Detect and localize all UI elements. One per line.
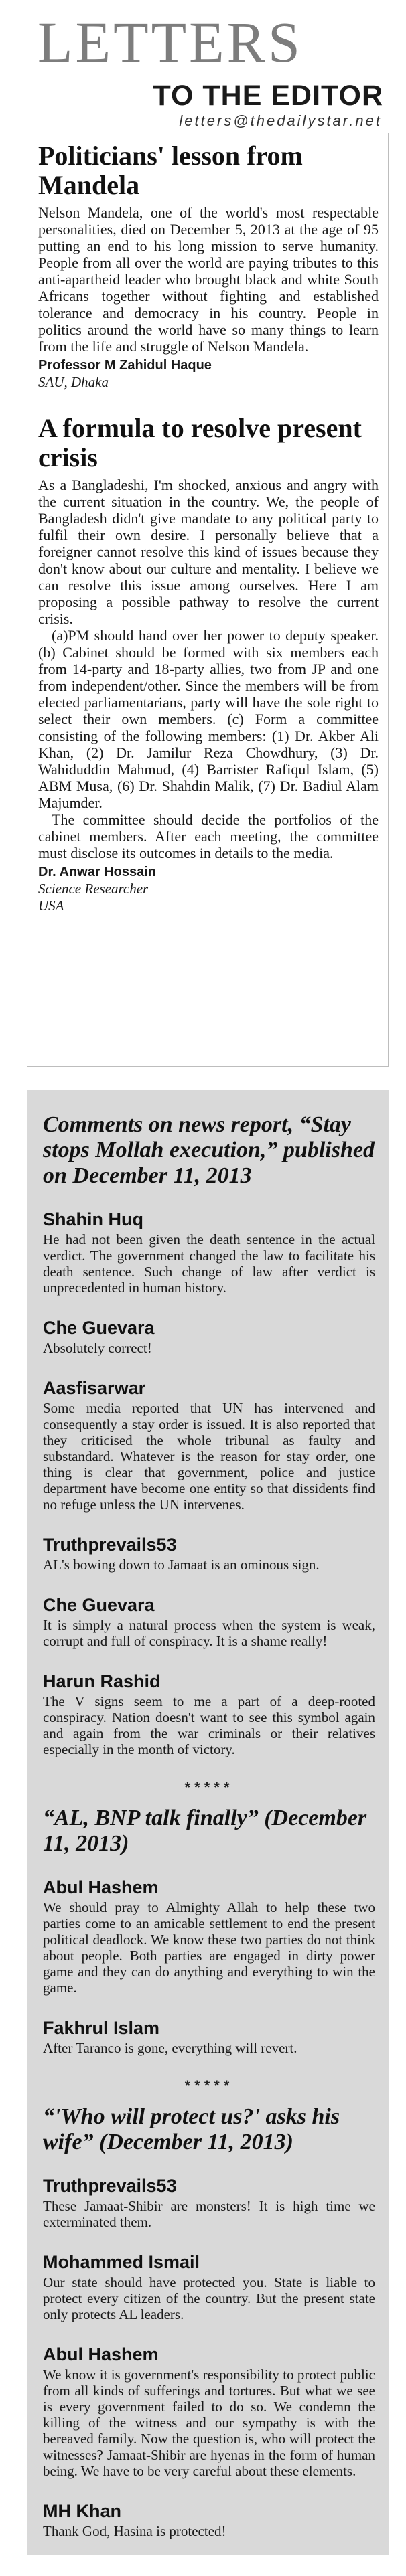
letter-author-meta: Science Researcher <box>38 881 149 897</box>
comment <box>43 1594 375 1649</box>
letter-author: Dr. Anwar Hossain <box>38 865 156 879</box>
comment-author: Fakhrul Islam <box>43 2018 160 2038</box>
comment-text: It is simply a natural process when the system is weak, corrupt and full of conspiracy. It is a shame really! <box>43 1617 375 1649</box>
comment-section-heading: Comments on news report, “Stay stops Mollah execution,” published on December 11, 2013 <box>43 1112 375 1188</box>
comment-text: After Taranco is gone, everything will revert. <box>43 2040 297 2056</box>
letter-paragraph: Nelson Mandela, one of the world's most respectable personalities, died on December 5, 2013 at the age of 95 putting an end to his long mission to serve humanity. People from all over the world are paying tributes to this anti-apartheid leader who brought black and white South Africans together without fighting and established tolerance and democracy in his country. People in politics around the world have so many things to learn from the life and struggle of Nelson Mandela. <box>38 204 379 355</box>
comment-author: Truthprevails53 <box>43 1535 177 1555</box>
comment-text: Our state should have protected you. State is liable to protect every citizen of the country. But the present state only protects AL leaders. <box>43 2274 375 2322</box>
letter-author-meta: SAU, Dhaka <box>38 374 109 390</box>
letter-author: Professor M Zahidul Haque <box>38 358 212 373</box>
section-divider: ***** <box>184 2077 234 2094</box>
comment-text: Thank God, Hasina is protected! <box>43 2523 226 2539</box>
letter <box>38 414 379 914</box>
masthead-email: letters@thedailystar.net <box>179 112 382 129</box>
comment-text: AL's bowing down to Jamaat is an ominous sign. <box>43 1557 320 1573</box>
letter-headline: A formula to resolve present crisis <box>38 413 362 473</box>
comment-author: Abul Hashem <box>43 2344 159 2365</box>
comment-author: Che Guevara <box>43 1595 155 1615</box>
comment-author: Che Guevara <box>43 1318 155 1338</box>
comment-text: The V signs seem to me a part of a deep-rooted conspiracy. Nation doesn't want to see this symbol again and again from the war criminals or their relatives especially in the month of victory. <box>43 1693 375 1757</box>
comment <box>43 1209 375 1296</box>
comment-author: MH Khan <box>43 2501 121 2521</box>
comments-panel <box>27 1090 389 2555</box>
section-divider: ***** <box>184 1779 234 1796</box>
letter-paragraph: The committee should decide the portfolios of the cabinet members. After each meeting, the committee must disclose its outcomes in details to the media. <box>38 811 379 861</box>
letter-paragraph: As a Bangladeshi, I'm shocked, anxious and angry with the current situation in the country. We, the people of Bangladesh didn't give mandate to any political party to fulfil their own desire. I personally believe that a foreigner cannot resolve this kind of issues because they don't know about our culture and mentality. I believe we can resolve this issue among ourselves. Here I am proposing a possible pathway to resolve the current crisis. <box>38 477 379 627</box>
masthead <box>27 0 389 133</box>
letter-headline: Politicians' lesson from Mandela <box>38 141 303 200</box>
comment-author: Harun Rashid <box>43 1671 161 1691</box>
comment <box>43 2344 375 2479</box>
comment-text: We should pray to Almighty Allah to help these two parties come to an amicable settlement to end the present political deadlock. We know these two parties do not think about people. Both parties are engaged in dirty power game and they can do anything and everything to win the game. <box>43 1899 375 1996</box>
comment <box>43 1670 375 1757</box>
masthead-subtitle: TO THE EDITOR <box>153 80 383 112</box>
comment-author: Mohammed Ismail <box>43 2252 200 2272</box>
comment-text: He had not been given the death sentence in the actual verdict. The government changed the law to facilitate his death sentence. Such change of law after verdict is unprecedented in human history. <box>43 1231 375 1296</box>
comment-section-heading: “AL, BNP talk finally” (December 11, 2013) <box>43 1806 367 1856</box>
comment-text: Absolutely correct! <box>43 1340 152 1356</box>
letter-author-meta: USA <box>38 897 64 914</box>
comment-section <box>43 2104 375 2539</box>
comment-author: Shahin Huq <box>43 1209 143 1229</box>
comment-text: These Jamaat-Shibir are monsters! It is high time we exterminated them. <box>43 2198 375 2230</box>
comment-section <box>43 1112 375 1757</box>
comment <box>43 1317 375 1356</box>
comment <box>43 1377 375 1513</box>
comment-section-heading: “'Who will protect us?' asks his wife” (December 11, 2013) <box>43 2104 340 2154</box>
comment <box>43 2251 375 2322</box>
letter-paragraph: (a)PM should hand over her power to deputy speaker. (b) Cabinet should be formed with six members each from 14-party and 18-party allies, two from JP and one from independent/other. Since the members will be from elected parliamentarians, party will have the sole right to select their own members. (c) Form a committee consisting of the following members: (1) Dr. Akber Ali Khan, (2) Dr. Jamilur Reza Chowdhury, (3) Dr. Wahiduddin Mahmud, (4) Barrister Rafiqul Islam, (5) ABM Musa, (6) Dr. Shahdin Malik, (7) Dr. Badiul Alam Majumder. <box>38 627 379 811</box>
comment <box>43 2500 375 2539</box>
comment-author: Aasfisarwar <box>43 1378 146 1398</box>
masthead-title: LETTERS <box>38 10 303 74</box>
comment-text: We know it is government's responsibility to protect public from all kinds of sufferings and tortures. But what we see is every government failed to do so. We condemn the killing of the witness and our sympathy is with the bereaved family. Now the question is, who will protect the witnesses? Jamaat-Shibir are hyenas in the form of human being. We have to be very careful about these elements. <box>43 2367 375 2479</box>
comment-text: Some media reported that UN has intervened and consequently a stay order is issued. It is also reported that they criticised the whole tribunal as faulty and substandard. Whatever is the reason for stay order, one thing is clear that government, police and justice department have become one entity so that dissidents find no refuge unless the UN intervenes. <box>43 1400 375 1513</box>
comment-author: Truthprevails53 <box>43 2176 177 2196</box>
comment <box>43 1877 375 1996</box>
letters-box <box>27 133 389 1067</box>
comment <box>43 1534 375 1573</box>
comment <box>43 2175 375 2230</box>
comment-section <box>43 1806 375 2056</box>
letter <box>38 141 379 391</box>
comment-author: Abul Hashem <box>43 1877 159 1897</box>
comment <box>43 2017 375 2056</box>
